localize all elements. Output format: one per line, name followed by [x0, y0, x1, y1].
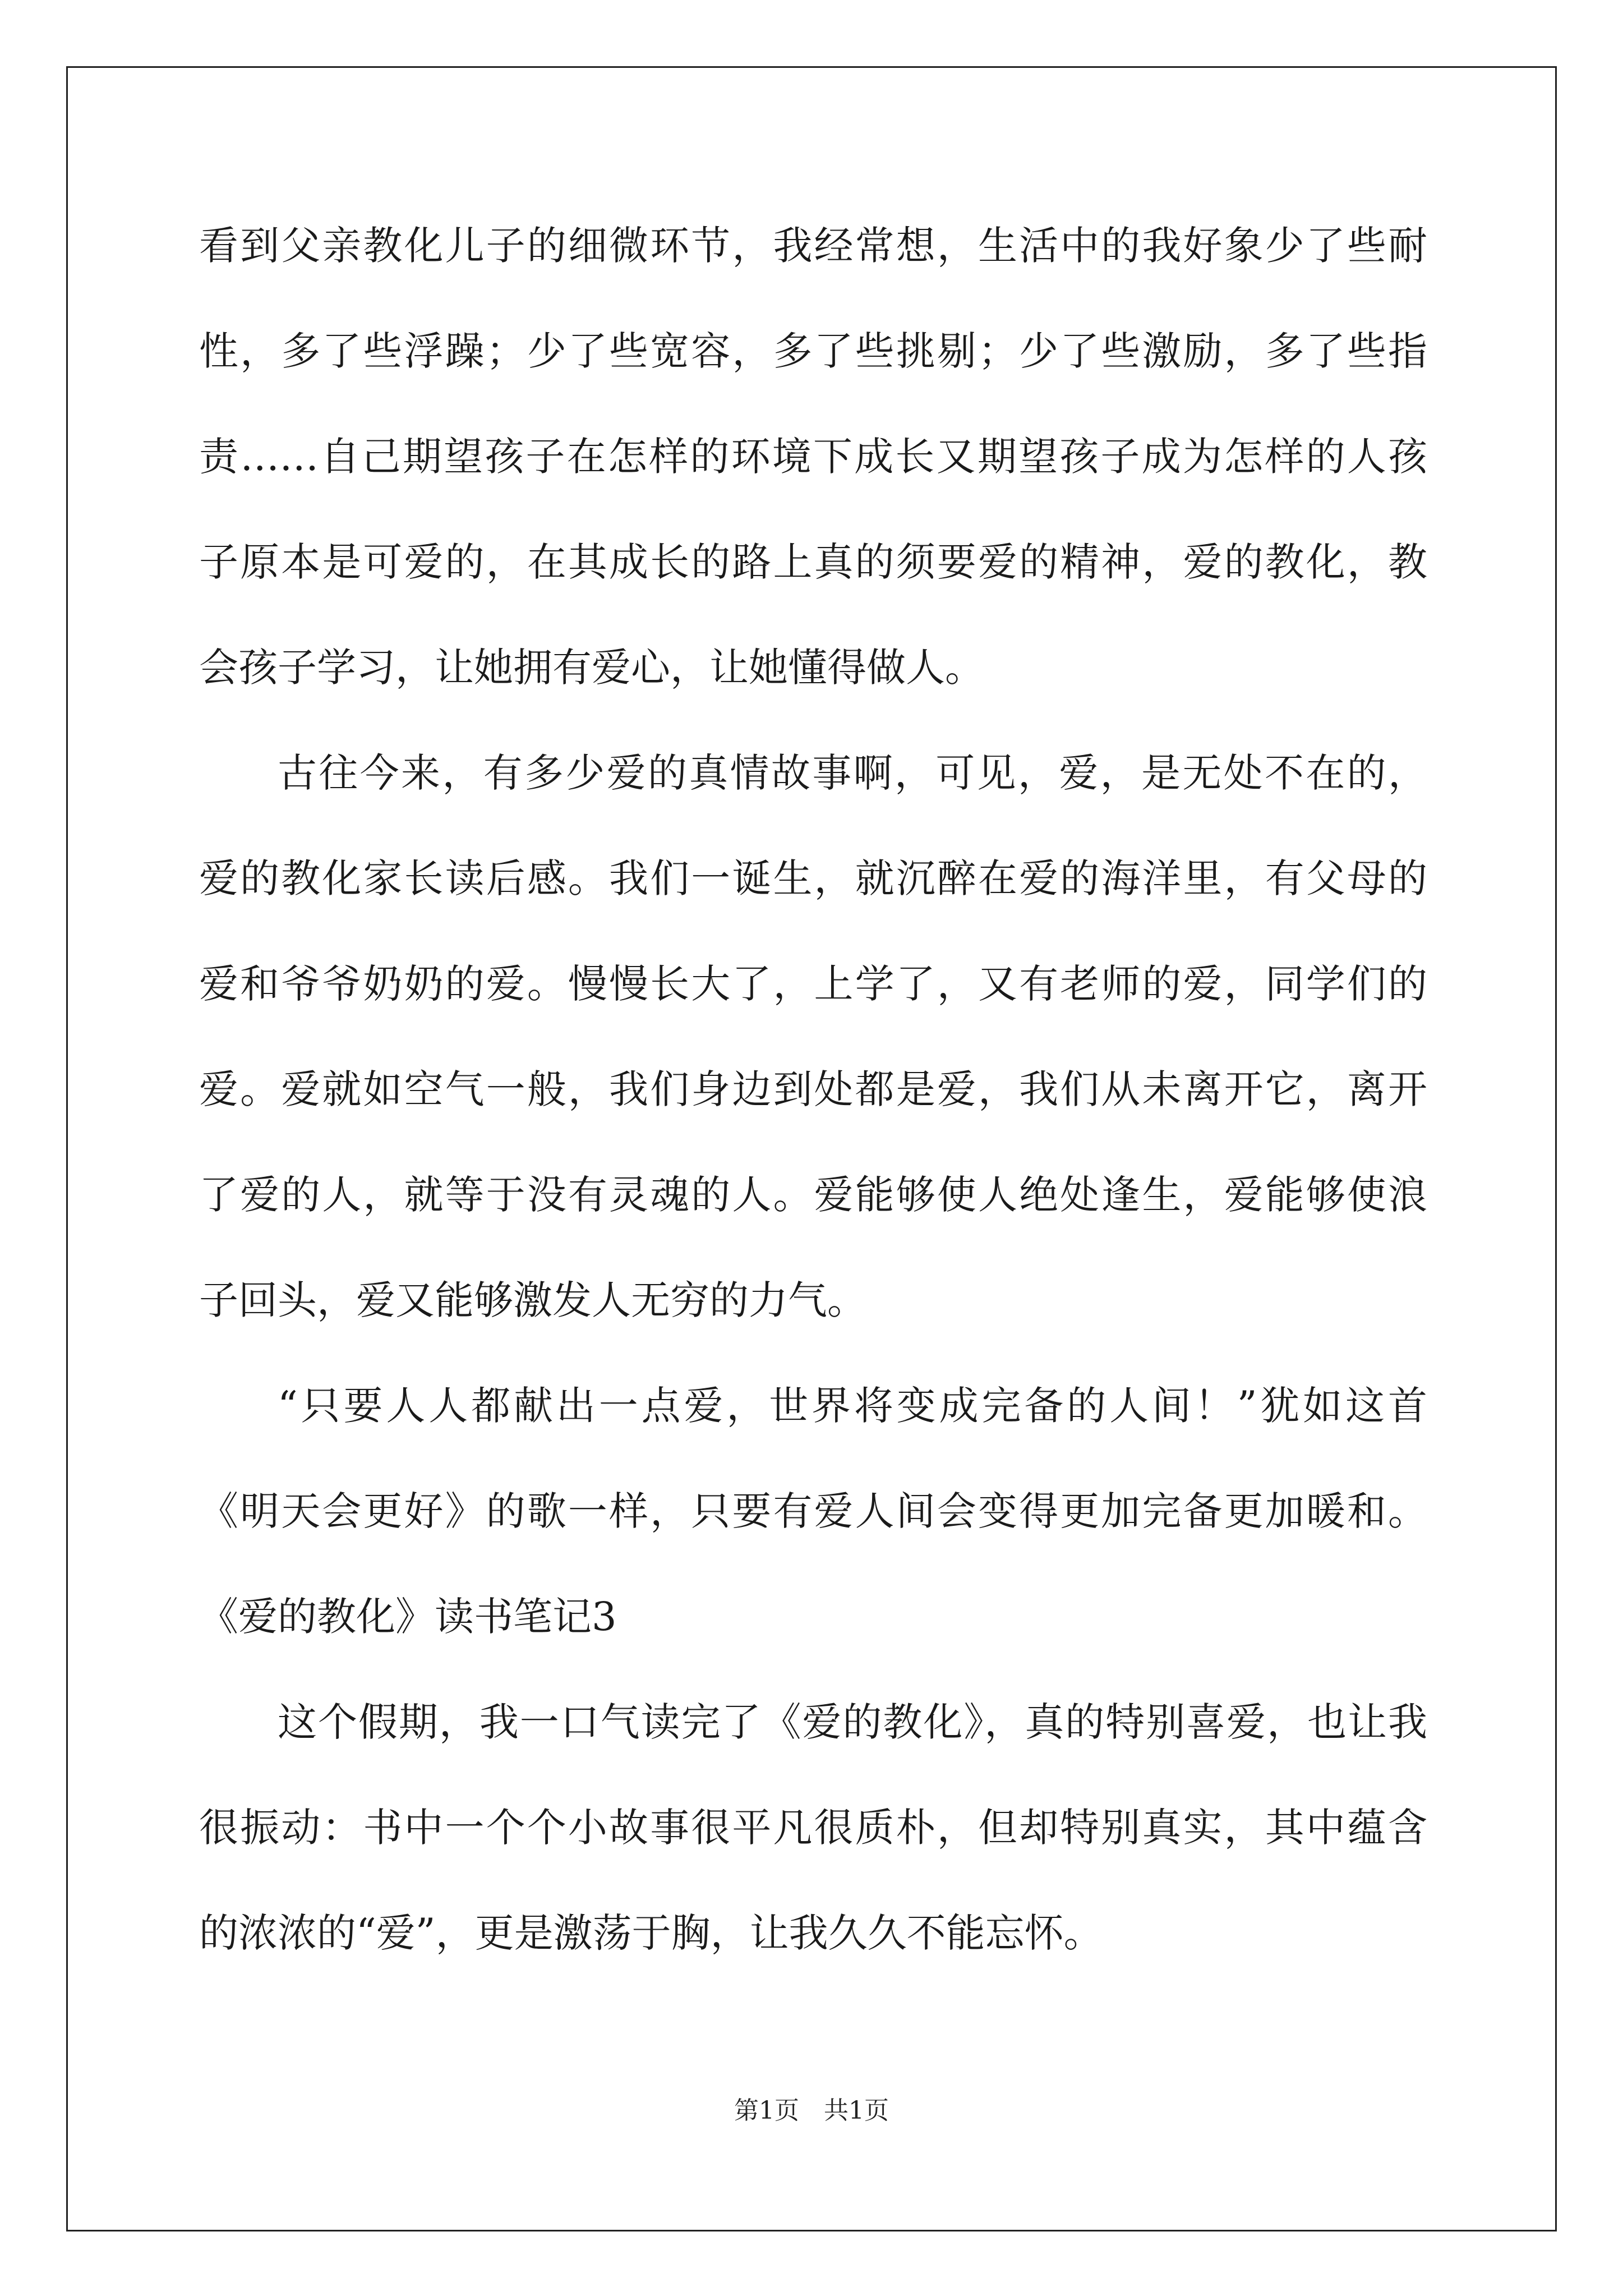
text-line-5: 会孩子学习，让她拥有爱心，让她懂得做人。: [199, 645, 984, 691]
text-line-15: 这个假期，我一口气读完了《爱的教化》，真的特别喜爱，也让我: [278, 1699, 1427, 1745]
text-line-7: 爱的教化家长读后感。我们一诞生，就沉醉在爱的海洋里，有父母的: [199, 855, 1427, 901]
text-line-13: 《明天会更好》的歌一样，只要有爱人间会变得更加完备更加暖和。: [199, 1488, 1427, 1534]
document-body: [199, 219, 1427, 2012]
text-line-2: 性，多了些浮躁；少了些宽容，多了些挑剔；少了些激励，多了些指: [199, 328, 1427, 374]
text-line-11: 子回头，爱又能够激发人无穷的力气。: [199, 1277, 866, 1323]
text-line-8: 爱和爷爷奶奶的爱。慢慢长大了，上学了，又有老师的爱，同学们的: [199, 961, 1427, 1007]
text-line-6: 古往今来，有多少爱的真情故事啊，可见，爱，是无处不在的，: [278, 750, 1427, 796]
section-heading: 《爱的教化》读书笔记3: [199, 1594, 617, 1640]
text-line-9: 爱。爱就如空气一般，我们身边到处都是爱，我们从未离开它，离开: [199, 1066, 1427, 1112]
text-line-16: 很振动：书中一个个小故事很平凡很质朴，但却特别真实，其中蕴含: [199, 1805, 1427, 1851]
text-line-17: 的浓浓的“爱”，更是激荡于胸，让我久久不能忘怀。: [199, 1910, 1103, 1956]
text-line-1: 看到父亲教化儿子的细微环节，我经常想，生活中的我好象少了些耐: [199, 223, 1427, 269]
text-line-12: “只要人人都献出一点爱，世界将变成完备的人间！”犹如这首: [278, 1383, 1427, 1429]
text-line-4: 子原本是可爱的，在其成长的路上真的须要爱的精神，爱的教化，教: [199, 539, 1427, 585]
text-line-3: 责……自己期望孩子在怎样的环境下成长又期望孩子成为怎样的人孩: [199, 434, 1427, 480]
text-line-10: 了爱的人，就等于没有灵魂的人。爱能够使人绝处逢生，爱能够使浪: [199, 1172, 1427, 1218]
page-number-footer: 第1页 共1页: [734, 2096, 889, 2125]
